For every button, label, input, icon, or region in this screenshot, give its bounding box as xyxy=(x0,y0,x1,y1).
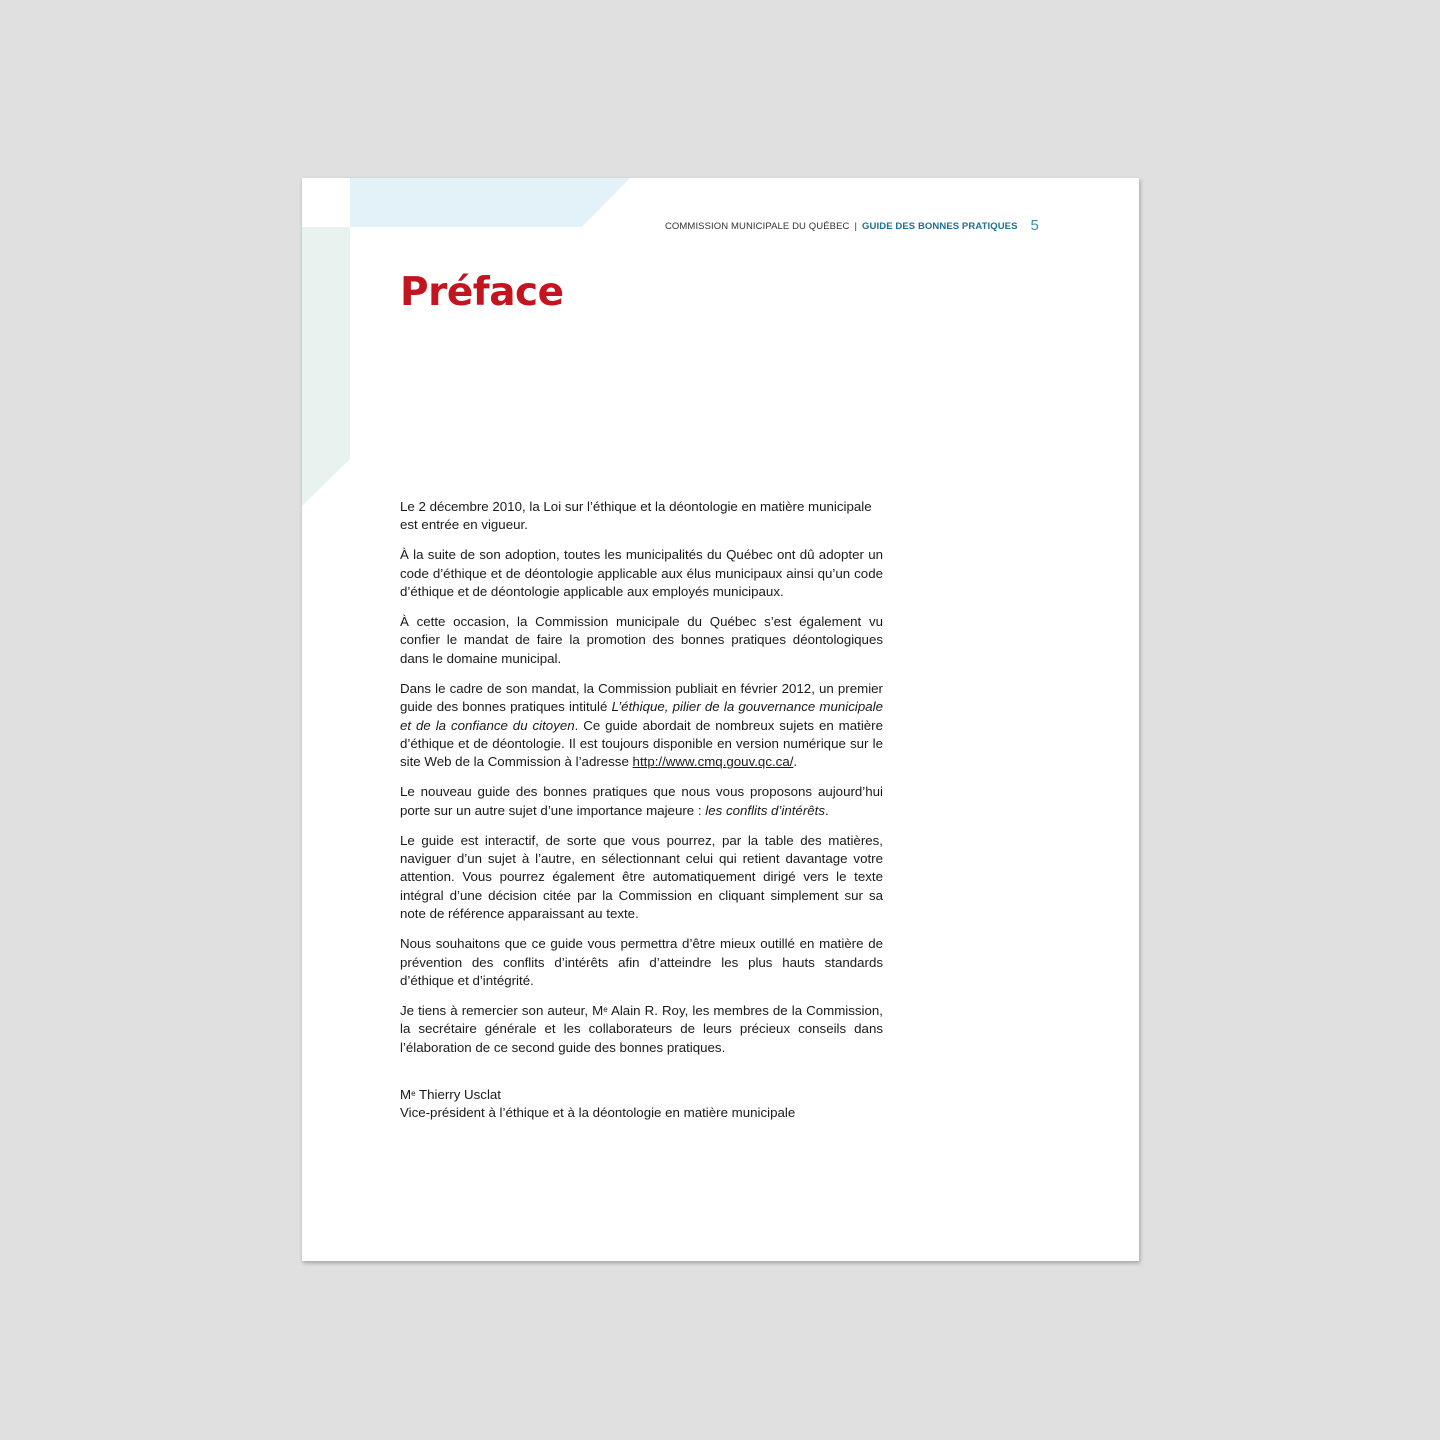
paragraph-6: Le guide est interactif, de sorte que vous pourrez, par la table des matières, naviguer d’un sujet à l’autre, en sélectionnant celui qui retient davantage votre attention. Vous pourrez également être automatiquement dirigé vers le texte intégral d’une décision citée par la Commission en cliquant simplement sur sa note de référence apparaissant au texte. xyxy=(400,832,883,922)
paragraph-7: Nous souhaitons que ce guide vous permettra d’être mieux outillé en matière de prévention des conflits d’intérêts afin d’atteindre les plus hauts standards d’éthique et d’intégrité. xyxy=(400,936,883,988)
paragraph-4 xyxy=(400,680,883,772)
paragraph-8-superscript: e xyxy=(603,1004,608,1014)
page-number: 5 xyxy=(1030,217,1039,234)
paragraph-4-text-a: Dans le cadre de son mandat, la Commission publiait en février 2012, un premier guide des bonnes pratiques intitulé xyxy=(400,680,883,715)
paragraph-8 xyxy=(400,1002,883,1057)
paragraph-5-text-b: . xyxy=(825,802,829,818)
running-header xyxy=(665,216,1039,233)
signatory-superscript: e xyxy=(411,1089,416,1099)
document-page xyxy=(302,178,1139,1261)
paragraph-8-text-a: Je tiens à remercier son auteur, M xyxy=(400,1002,604,1018)
cmq-website-link[interactable]: http://www.cmq.gouv.qc.ca/ xyxy=(632,754,794,770)
topic-emphasis: les conflits d’intérêts xyxy=(705,802,825,818)
signatory-role: Vice-président à l’éthique et à la déontologie en matière municipale xyxy=(400,1105,796,1121)
paragraph-4-text-c: . xyxy=(793,754,798,770)
deco-blue-band xyxy=(350,178,630,227)
corner-decoration xyxy=(302,178,642,518)
signatory-name xyxy=(400,1086,883,1104)
header-organization: COMMISSION MUNICIPALE DU QUÉBEC xyxy=(664,221,850,232)
signature-block xyxy=(400,1086,883,1123)
signatory-name-text: Thierry Usclat xyxy=(415,1087,501,1103)
paragraph-3: À cette occasion, la Commission municipale du Québec s’est également vu confier le mandat de faire la promotion des bonnes pratiques déontologiques dans le domaine municipal. xyxy=(400,614,883,666)
header-guide-title: GUIDE DES BONNES PRATIQUES xyxy=(862,221,1018,232)
paragraph-5-text-a: Le nouveau guide des bonnes pratiques que nous vous proposons aujourd’hui porte sur un autre sujet d’une importance majeure : xyxy=(400,784,883,818)
signatory-prefix: M xyxy=(400,1087,412,1103)
header-separator: | xyxy=(854,221,858,232)
paragraph-4-text-b: . Ce guide abordait de nombreux sujets en matière d’éthique et de déontologie. Il est toujours disponible en version numérique sur le site Web de la Commission à l’adresse xyxy=(400,717,883,770)
cited-guide-title: L’éthique, pilier de la gouvernance municipale et de la confiance du citoyen xyxy=(400,699,883,733)
paragraph-1: Le 2 décembre 2010, la Loi sur l’éthique et la déontologie en matière municipale est entrée en vigueur. xyxy=(400,499,872,533)
page-title: Préface xyxy=(400,270,564,315)
paragraph-5 xyxy=(400,783,883,820)
paragraph-8-text-b: Alain R. Roy, les membres de la Commission, la secrétaire générale et les collaborateurs de leurs précieux conseils dans l’élaboration de ce second guide des bonnes pratiques. xyxy=(400,1002,883,1055)
paragraph-2: À la suite de son adoption, toutes les municipalités du Québec ont dû adopter un code d’éthique et de déontologie applicable aux élus municipaux ainsi qu’un code d’éthique et de déontologie applicable aux employés municipaux. xyxy=(400,547,883,600)
deco-green-band xyxy=(302,227,350,506)
preface-body xyxy=(400,498,883,1123)
